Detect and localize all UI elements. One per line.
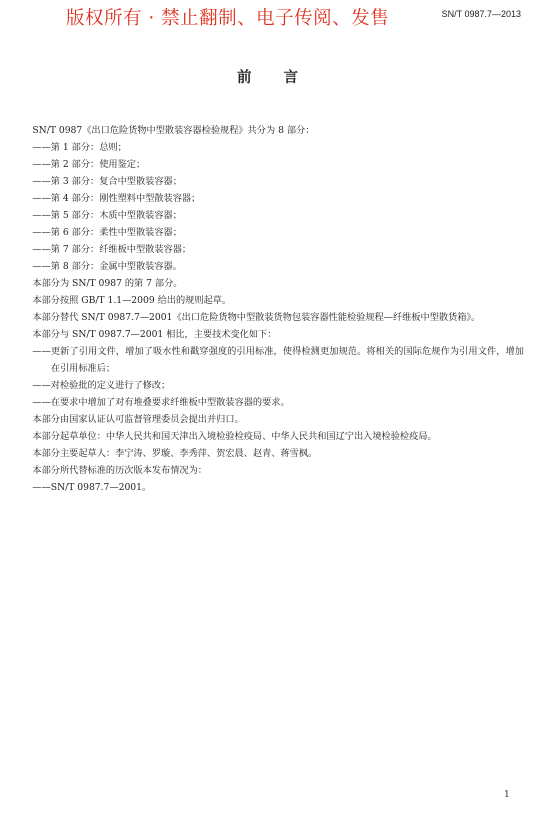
paragraph: 本部分与 SN/T 0987.7—2001 相比，主要技术变化如下： <box>32 329 277 340</box>
list-item: ——对检验批的定义进行了修改； <box>32 380 171 391</box>
list-item: ——第 7 部分：纤维板中型散装容器； <box>32 244 192 255</box>
standard-code: SN/T 0987.7—2013 <box>441 9 521 19</box>
paragraph: 本部分替代 SN/T 0987.7—2001《出口危险货物中型散装货物包装容器性能检验规程—纤维板中型散货箱》。 <box>32 312 481 323</box>
foreword-body <box>14 122 524 496</box>
list-item: ——第 2 部分：使用鉴定； <box>32 159 146 170</box>
paragraph: 本部分起草单位：中华人民共和国天津出入境检验检疫局、中华人民共和国辽宁出入境检验检疫局。 <box>32 431 437 442</box>
page-title: 前言 <box>237 70 330 86</box>
list-item: ——第 6 部分：柔性中型散装容器； <box>32 227 182 238</box>
list-item: ——更新了引用文件，增加了吸水性和戳穿强度的引用标准，使得检测更加规范。将相关的国际危规作为引用文件，增加在引用标准后； <box>32 346 524 374</box>
list-item: ——在要求中增加了对有堆叠要求纤维板中型散装容器的要求。 <box>32 397 290 408</box>
paragraph: 本部分主要起草人：李宁涛、罗璇、李秀萍、贺宏晨、赵青、蒋雪枫。 <box>32 448 318 459</box>
list-item: ——第 4 部分：刚性塑料中型散装容器； <box>32 193 201 204</box>
paragraph: 本部分由国家认证认可监督管理委员会提出并归口。 <box>32 414 244 425</box>
paragraph: 本部分所代替标准的历次版本发布情况为： <box>32 465 207 476</box>
page-number: 1 <box>504 790 510 800</box>
copyright-watermark: 版权所有 · 禁止翻制、电子传阅、发售 <box>66 8 390 29</box>
list-item: ——第 5 部分：木质中型散装容器； <box>32 210 182 221</box>
list-item: ——第 3 部分：复合中型散装容器； <box>32 176 182 187</box>
paragraph: 本部分按照 GB/T 1.1—2009 给出的规则起草。 <box>32 295 232 306</box>
list-item: ——第 1 部分：总则； <box>32 142 127 153</box>
paragraph: SN/T 0987《出口危险货物中型散装容器检验规程》共分为 8 部分： <box>32 125 315 136</box>
paragraph: 本部分为 SN/T 0987 的第 7 部分。 <box>32 278 183 289</box>
list-item: ——第 8 部分：金属中型散装容器。 <box>32 261 182 272</box>
list-item: ——SN/T 0987.7—2001。 <box>32 482 152 493</box>
